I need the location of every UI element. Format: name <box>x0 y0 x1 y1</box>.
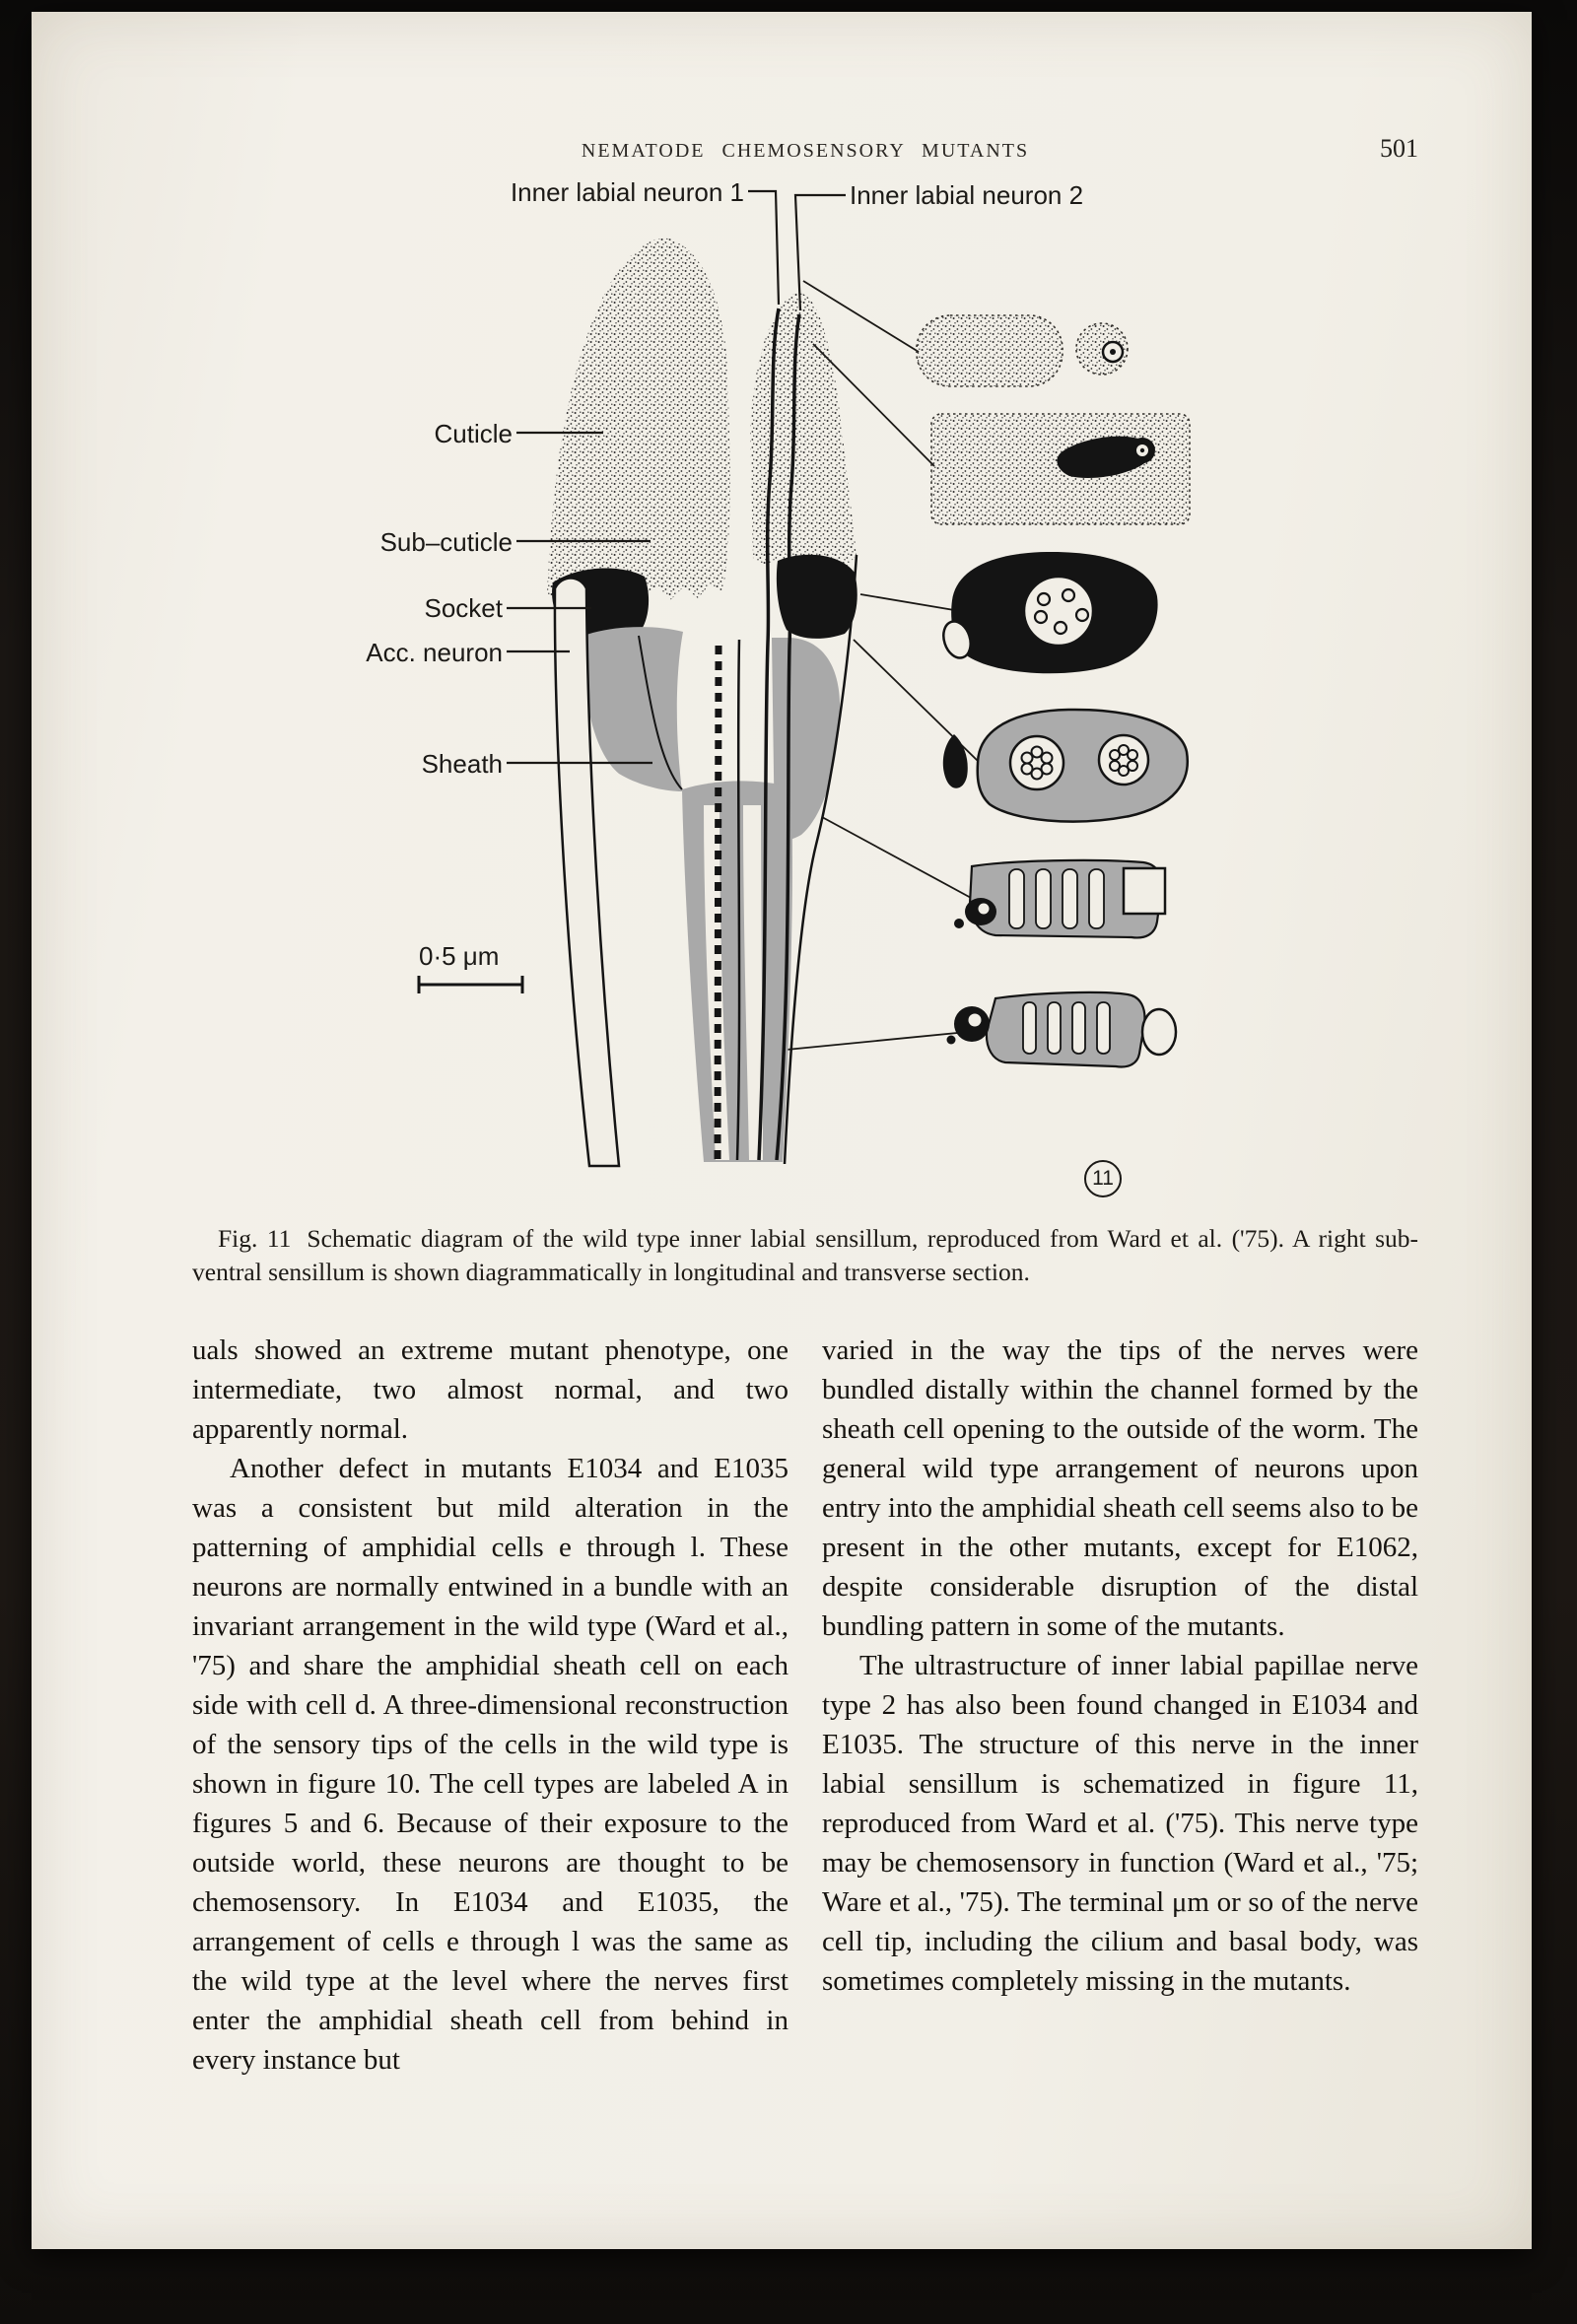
paragraph: varied in the way the tips of the nerves were bundled distally within the channel formed by the sheath cell opening to the outside of the worm. The general wild type arrangement of neurons upon entry into the amphidial sheath cell seems also to be present in the other mutants, except for E1062, despite considerable disruption of the distal bundling pattern in some of the mutants. <box>822 1334 1418 1642</box>
tip-peak <box>750 293 857 567</box>
paragraph: Another defect in mutants E1034 and E1035 was a consistent but mild alteration in the patterning of amphidial cells e through l. These neurons are normally entwined in a bundle with an invariant arrangement in the wild type (Ward et al., '75) and share the amphidial sheath cell on each side with cell d. A three-dimensional reconstruction of the sensory tips of the cells in the wild type is shown in figure 10. The cell types are labeled A in figures 5 and 6. Because of their exposure to the outside world, these neurons are thought to be chemosensory. In E1034 and E1035, the arrangement of cells e through l was the same as the wild type at the level where the nerves first enter the amphidial sheath cell from behind in every instance but <box>192 1453 788 2076</box>
running-head-title: NEMATODE CHEMOSENSORY MUTANTS <box>581 140 1030 162</box>
figure-caption-text: Schematic diagram of the wild type inner labial sensillum, reproduced from Ward et al. ('75). A right sub-ventral sensillum is shown diagrammatically in longitudinal and transverse section. <box>192 1224 1418 1286</box>
figure-number-circle: 11 <box>1084 1160 1122 1197</box>
journal-page <box>32 12 1532 2249</box>
scale-bar <box>419 976 522 993</box>
longitudinal-section-drawing <box>547 239 857 1166</box>
sensillum-diagram <box>258 174 1342 1214</box>
label-sub-cuticle: Sub–cuticle <box>379 527 513 557</box>
figure-caption-label: Fig. 11 <box>218 1224 292 1253</box>
left-column <box>192 1331 788 2080</box>
label-socket: Socket <box>424 593 503 623</box>
label-acc-neuron: Acc. neuron <box>366 638 503 667</box>
paragraph: The ultrastructure of inner labial papillae nerve type 2 has also been found changed in E1034 and E1035. The structure of this nerve in the inner labial sensillum is schematized in figure 11, reproduced from Ward et al. ('75). This nerve type may be chemosensory in function (Ward et al., '75; Ware et al., '75). The terminal μm or so of the nerve cell tip, including the cilium and basal body, was sometimes completely missing in the mutants. <box>822 1650 1418 1997</box>
body-text <box>192 1331 1418 2080</box>
scale-label: 0·5 μm <box>419 941 500 971</box>
right-column <box>822 1331 1418 2080</box>
figure-11 <box>258 174 1342 1214</box>
paragraph: uals showed an extreme mutant phenotype, one intermediate, two almost normal, and two apparently normal. <box>192 1334 788 1445</box>
cuticle-dome <box>547 239 730 600</box>
transverse-section-4 <box>978 710 1188 822</box>
running-head <box>192 134 1418 173</box>
transverse-section-1 <box>917 315 1063 386</box>
label-sheath: Sheath <box>421 749 503 779</box>
transverse-section-6 <box>987 992 1145 1067</box>
transverse-sections <box>917 315 1190 1066</box>
label-inner-labial-neuron-2: Inner labial neuron 2 <box>850 180 1084 210</box>
label-cuticle: Cuticle <box>434 419 513 448</box>
label-inner-labial-neuron-1: Inner labial neuron 1 <box>510 177 744 207</box>
figure-caption <box>192 1222 1418 1289</box>
page-number: 501 <box>1380 134 1418 163</box>
